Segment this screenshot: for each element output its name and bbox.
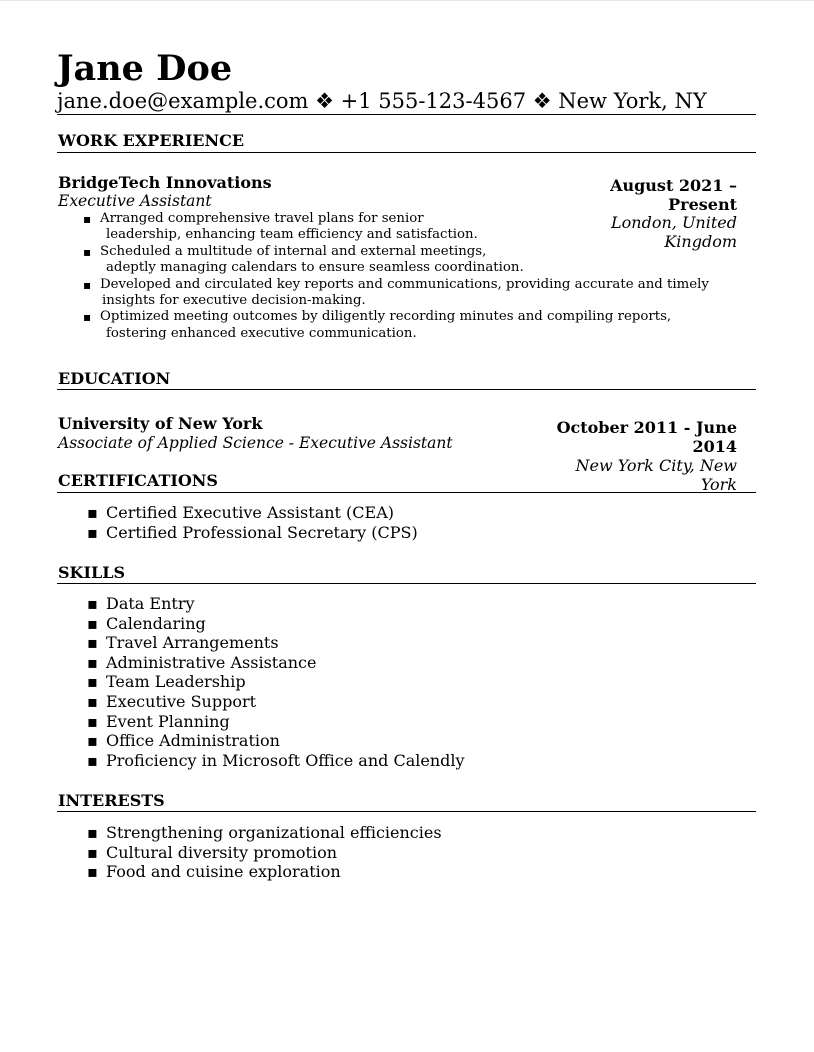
education-school: University of New York	[58, 414, 263, 433]
contact-line: jane.doe@example.com ❖ +1 555-123-4567 ❖ New York, NY	[57, 89, 707, 113]
work-bullet-1-line-1: Arranged comprehensive travel plans for senior	[100, 211, 424, 226]
work-bullet-1-line-2: leadership, enhancing team efficiency and satisfaction.	[106, 227, 478, 243]
work-bullet-4-line-2: fostering enhanced executive communication.	[106, 325, 417, 341]
list-item: ▪ Strengthening organizational efficiencies	[106, 823, 442, 843]
list-item: ▪ Executive Support	[106, 692, 465, 712]
interests-divider	[57, 811, 756, 812]
candidate-name: Jane Doe	[57, 48, 233, 89]
list-item: ▪ Certified Executive Assistant (CEA)	[106, 503, 418, 523]
page-top-border	[0, 0, 814, 1]
education-dates	[557, 418, 737, 456]
skills-divider	[57, 583, 756, 584]
work-company: BridgeTech Innovations	[58, 173, 272, 192]
list-item: ▪ Team Leadership	[106, 672, 465, 692]
education-location	[575, 456, 737, 494]
education-location-line-1: New York City, New	[575, 456, 737, 475]
work-divider	[57, 152, 756, 153]
work-date-line-2: Present	[668, 195, 737, 214]
work-bullet-4-line-1: Optimized meeting outcomes by diligently recording minutes and compiling reports,	[100, 309, 672, 325]
interests-list	[106, 823, 442, 882]
education-date-line-1: October 2011 - June	[556, 418, 737, 437]
work-location-line-1: London, United	[611, 213, 737, 232]
header-divider	[57, 114, 756, 115]
section-title-interests: INTERESTS	[58, 791, 165, 810]
list-item: ▪ Event Planning	[106, 712, 465, 732]
education-degree: Associate of Applied Science - Executive Assistant	[58, 434, 453, 452]
list-item	[100, 211, 709, 244]
list-item: ▪ Administrative Assistance	[106, 653, 465, 673]
certifications-divider	[57, 492, 756, 493]
certifications-list	[106, 503, 418, 542]
section-title-education: EDUCATION	[58, 369, 171, 388]
list-item: ▪ Cultural diversity promotion	[106, 843, 442, 863]
section-title-certifications: CERTIFICATIONS	[58, 471, 218, 490]
work-bullet-2-line-2: adeptly managing calendars to ensure seamless coordination.	[106, 260, 524, 276]
list-item: ▪ Food and cuisine exploration	[106, 862, 442, 882]
skills-list	[106, 594, 465, 770]
work-bullet-3-line-2: insights for executive decision-making.	[102, 293, 366, 309]
work-location-line-2: Kingdom	[664, 232, 737, 251]
education-location-line-2: York	[700, 475, 737, 494]
list-item: ▪ Travel Arrangements	[106, 633, 465, 653]
list-item	[100, 277, 709, 310]
section-title-work-experience: WORK EXPERIENCE	[58, 131, 245, 150]
work-bullet-list	[100, 211, 709, 342]
education-divider	[57, 389, 756, 390]
list-item: ▪ Data Entry	[106, 594, 465, 614]
work-bullet-3-line-1: Developed and circulated key reports and communications, providing accurate and timely	[100, 276, 709, 292]
section-title-skills: SKILLS	[58, 563, 125, 582]
work-dates	[610, 176, 737, 214]
work-bullet-2-line-1: Scheduled a multitude of internal and external meetings,	[100, 243, 487, 259]
list-item: ▪ Office Administration	[106, 731, 465, 751]
work-date-line-1: August 2021 –	[610, 176, 737, 195]
work-role: Executive Assistant	[58, 192, 212, 210]
list-item	[100, 244, 709, 277]
list-item: ▪ Certified Professional Secretary (CPS)	[106, 523, 418, 543]
list-item	[100, 309, 709, 342]
list-item: ▪ Calendaring	[106, 614, 465, 634]
list-item: ▪ Proficiency in Microsoft Office and Calendly	[106, 751, 465, 771]
education-date-line-2: 2014	[692, 437, 737, 456]
